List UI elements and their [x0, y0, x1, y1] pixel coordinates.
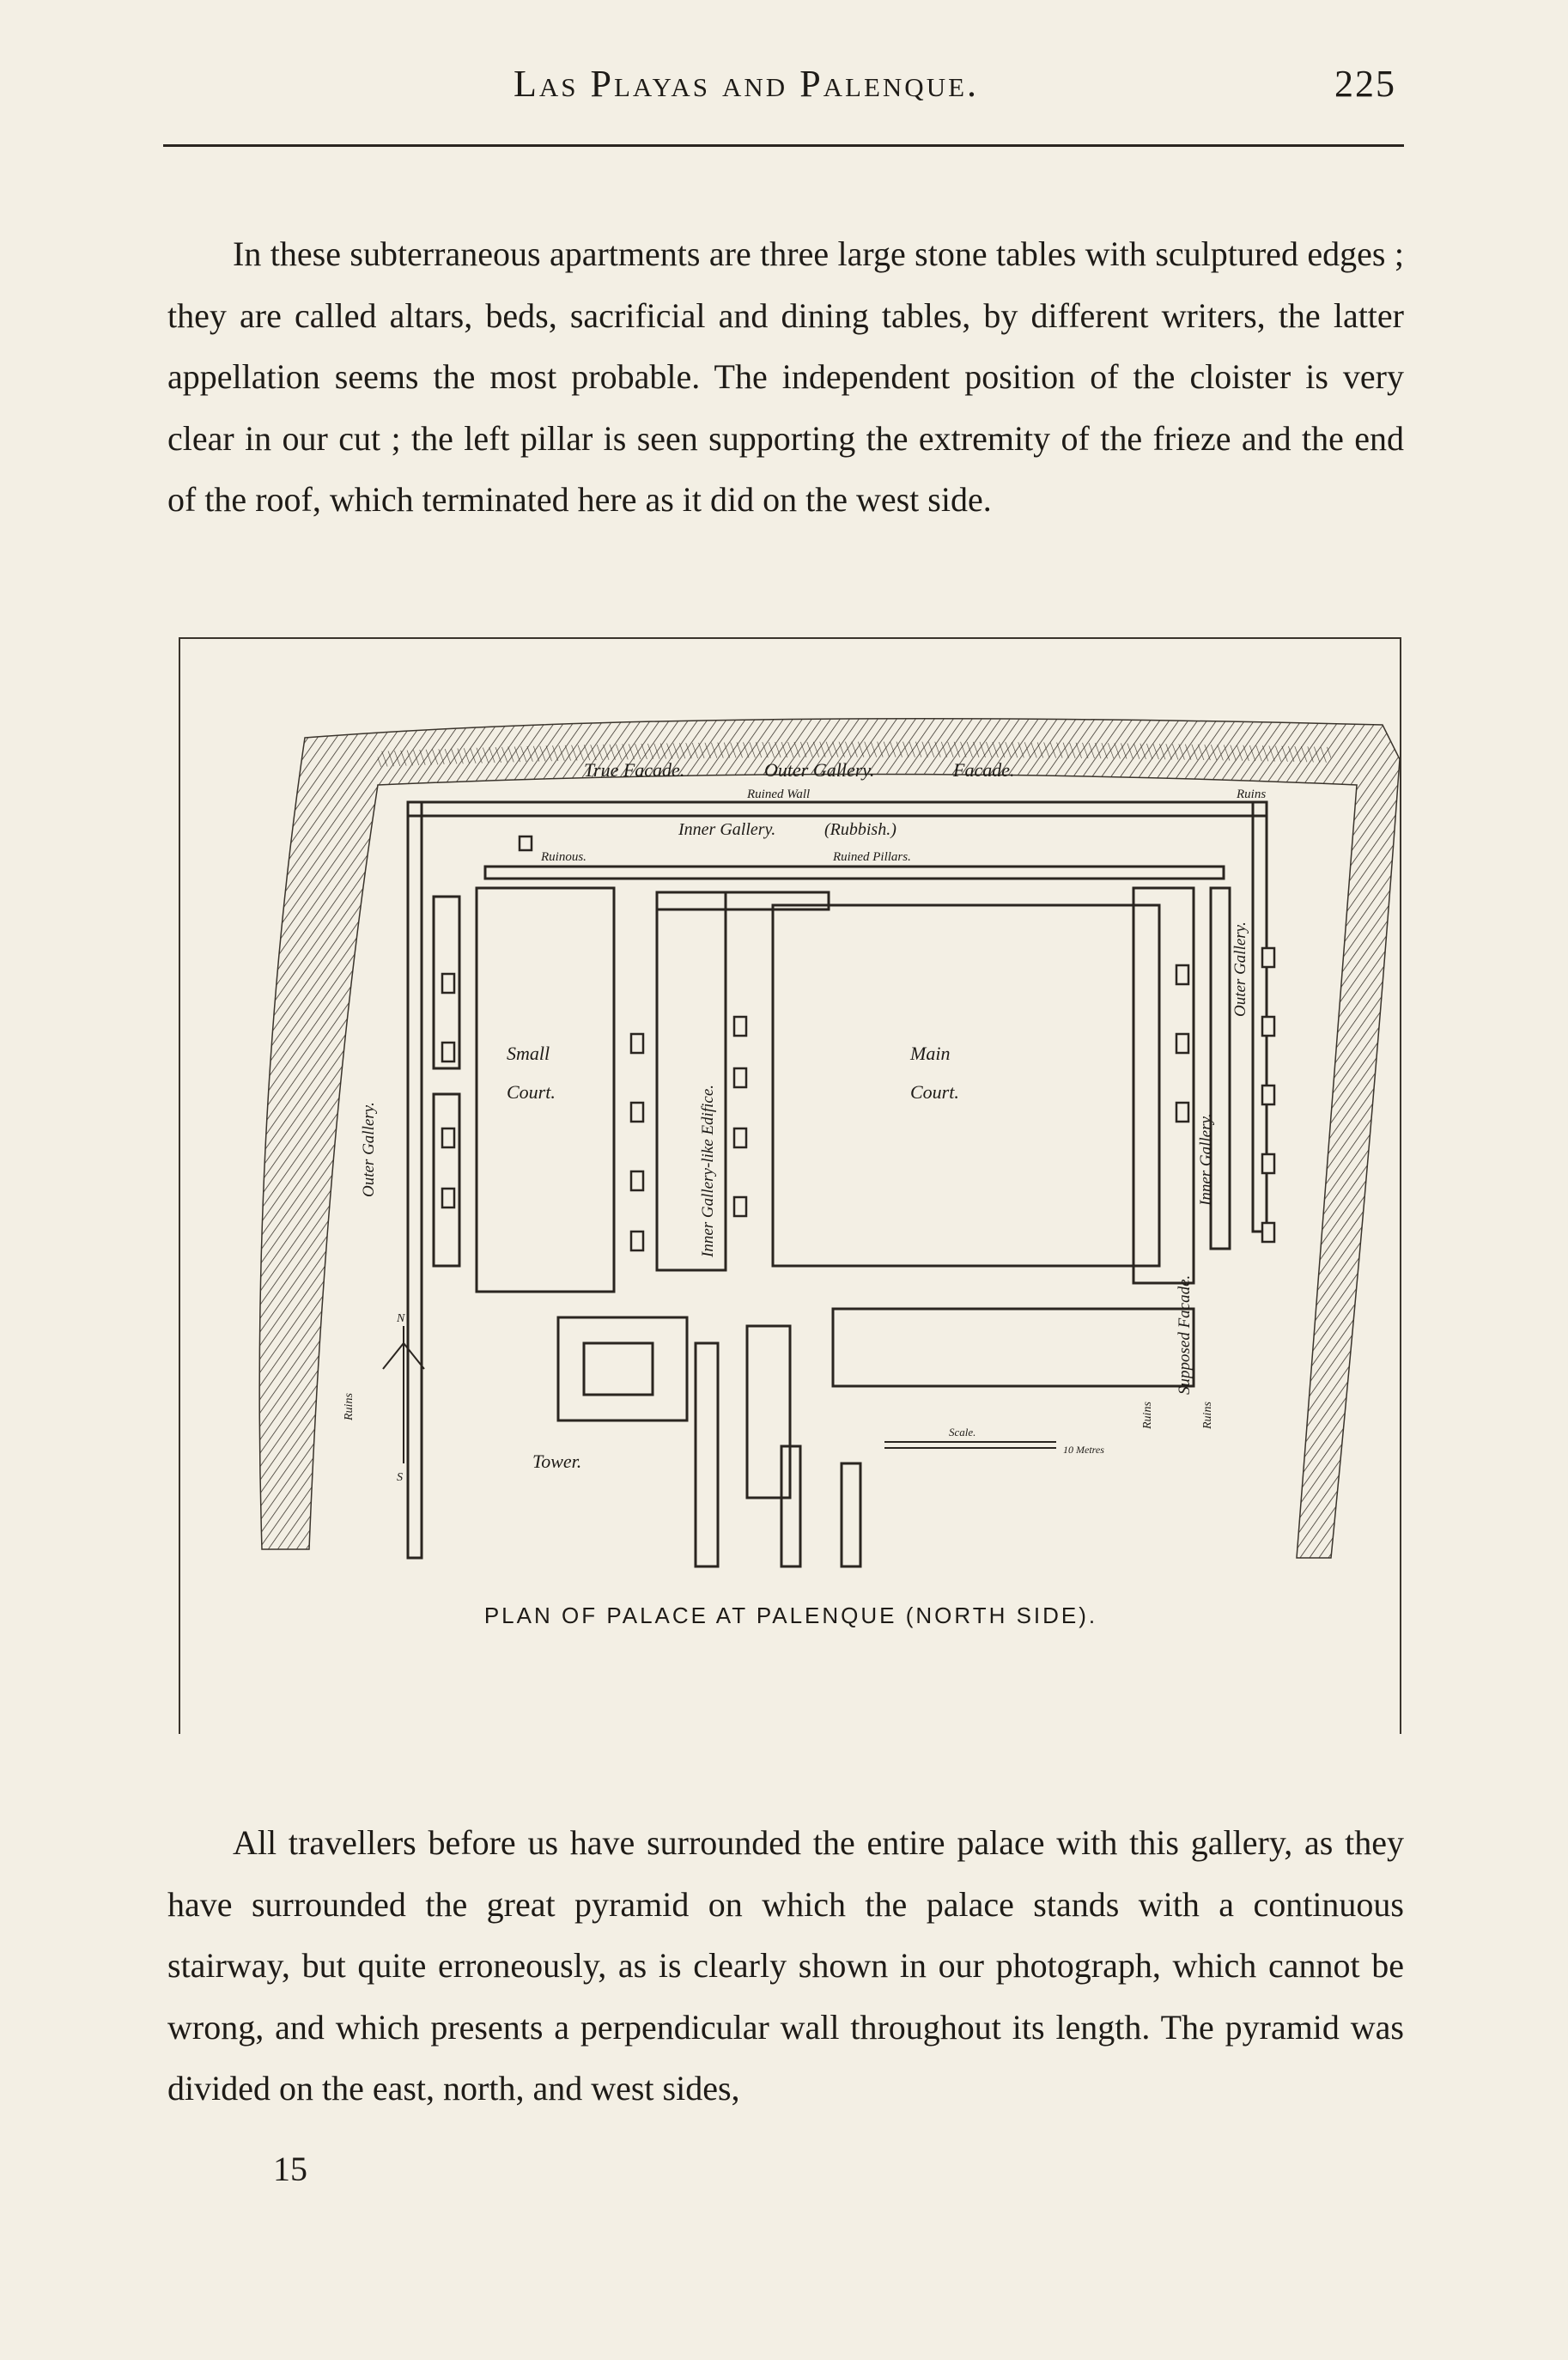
label-main-court: Main — [910, 1043, 951, 1064]
paragraph-2: All travellers before us have surrounded the entire palace with this gallery, as they have surrounded the great pyramid on which the palace stands with a continuous stairway, but quite erroneously, as is clearly shown in our photograph, which cannot be wrong, and which presents a perpendicular wall throughout its length. The pyramid was divided on the east, north, and west sides, — [167, 1823, 1404, 2108]
palace-plan — [180, 690, 1401, 1584]
label-rubbish: (Rubbish.) — [824, 820, 896, 839]
label-inner-gallery-like: Inner Gallery-like Edifice. — [699, 1084, 717, 1257]
figure-plate — [179, 637, 1401, 1734]
label-ruins-right-2: Ruins — [1201, 1402, 1214, 1429]
label-facade-top: Facade. — [953, 759, 1015, 781]
paragraph-1: In these subterraneous apartments are three large stone tables with sculptured edges ; they are called altars, beds, sacrificial and dining tables, by different writers, the latter appellation seems the most probable. The independent position of the cloister is very clear in our cut ; the left pillar is seen supporting the extremity of the frieze and the end of the roof, which terminated here as it did on the west side. — [167, 234, 1404, 520]
label-ruins-left: Ruins — [343, 1393, 356, 1420]
label-ruins-right: Ruins — [1141, 1402, 1154, 1429]
label-outer-gallery-left: Outer Gallery. — [360, 1102, 378, 1197]
label-ruined-wall: Ruined Wall — [747, 788, 811, 801]
header-rule — [163, 144, 1404, 147]
label-ruined-pillars: Ruined Pillars. — [833, 850, 911, 864]
signature-mark: 15 — [273, 2150, 307, 2188]
page-number: 225 — [1334, 63, 1396, 105]
north-arrow — [383, 1326, 424, 1463]
label-ruinous: Ruinous. — [541, 850, 586, 864]
label-metres: 10 Metres — [1063, 1444, 1104, 1456]
piers — [442, 836, 1274, 1250]
label-outer-gallery-right: Outer Gallery. — [1231, 921, 1249, 1017]
figure-caption: PLAN OF PALACE AT PALENQUE (NORTH SIDE). — [483, 1603, 1098, 1628]
label-main-court-2: Court. — [910, 1081, 959, 1103]
label-south: S — [397, 1471, 403, 1484]
running-title: Las Playas and Palenque. — [514, 63, 980, 105]
label-tower: Tower. — [532, 1451, 582, 1472]
scale-bar — [884, 1442, 1056, 1448]
label-inner-gallery-top: Inner Gallery. — [678, 820, 776, 839]
label-supposed-facade: Supposed Facade. — [1176, 1274, 1194, 1395]
label-north: N — [397, 1312, 405, 1325]
label-small-court: Small — [507, 1043, 550, 1064]
label-outer-gallery-top: Outer Gallery. — [764, 759, 875, 781]
label-scale: Scale. — [949, 1426, 976, 1439]
label-small-court-2: Court. — [507, 1081, 556, 1103]
label-ruins-top-right: Ruins — [1237, 788, 1267, 801]
label-true-facade: True Facade. — [584, 759, 685, 781]
label-inner-gallery-right: Inner Gallery. — [1197, 1113, 1215, 1206]
running-header — [0, 62, 1568, 122]
